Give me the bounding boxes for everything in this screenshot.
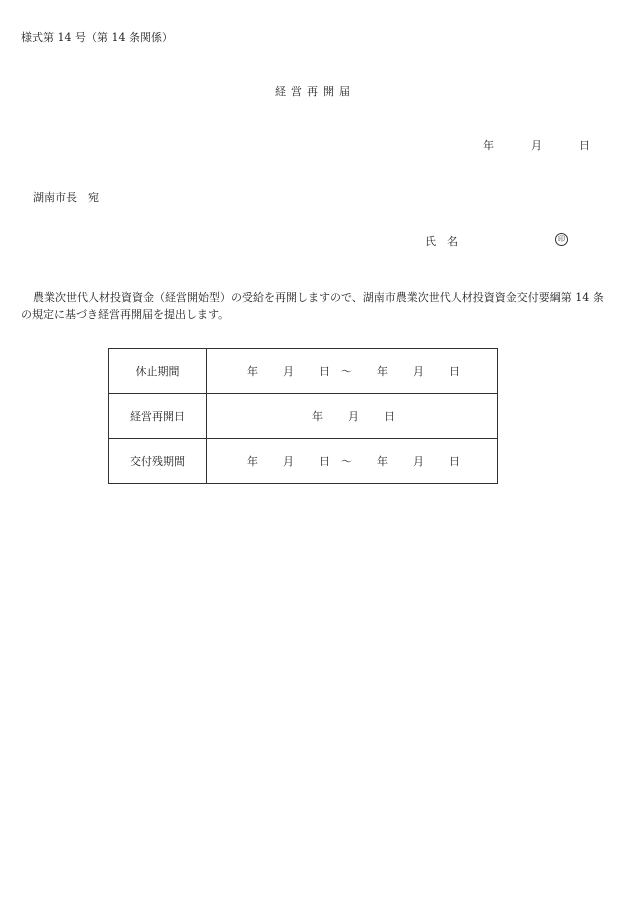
month-label: 月 [348,410,359,423]
year-label: 年 [247,455,258,468]
range-tilde: 〜 [341,455,352,468]
table-value-resumption-date [207,394,498,439]
seal-mark-icon: 印 [555,233,568,246]
table-value-remaining-period [207,439,498,484]
date-year-label: 年 [483,139,494,152]
table-label-resumption-date: 経営再開日 [109,394,207,439]
month-label: 月 [413,455,424,468]
table-value-suspension-period [207,349,498,394]
applicant-name-label: 氏 名 [425,235,458,248]
year-label: 年 [377,365,388,378]
day-label: 日 [384,410,395,423]
month-label: 月 [283,365,294,378]
month-label: 月 [283,455,294,468]
range-tilde: 〜 [341,365,352,378]
addressee: 湖南市長 宛 [33,191,99,204]
table-row-resumption-date [109,394,498,439]
period-table [108,348,498,484]
date-day-label: 日 [579,139,590,152]
month-label: 月 [413,365,424,378]
table-label-suspension-period: 休止期間 [109,349,207,394]
form-number: 様式第 14 号（第 14 条関係） [21,31,173,44]
date-month-label: 月 [531,139,542,152]
year-label: 年 [377,455,388,468]
day-label: 日 [319,455,330,468]
document-title: 経営再開届 [275,85,355,98]
table-label-remaining-period: 交付残期間 [109,439,207,484]
day-label: 日 [449,455,460,468]
table-row-remaining-period [109,439,498,484]
year-label: 年 [312,410,323,423]
table-row-suspension-period [109,349,498,394]
year-label: 年 [247,365,258,378]
body-text: 農業次世代人材投資資金（経営開始型）の受給を再開しますので、湖南市農業次世代人材投資資金交付要綱第 14 条の規定に基づき経営再開届を提出します。 [21,291,604,321]
day-label: 日 [319,365,330,378]
day-label: 日 [449,365,460,378]
